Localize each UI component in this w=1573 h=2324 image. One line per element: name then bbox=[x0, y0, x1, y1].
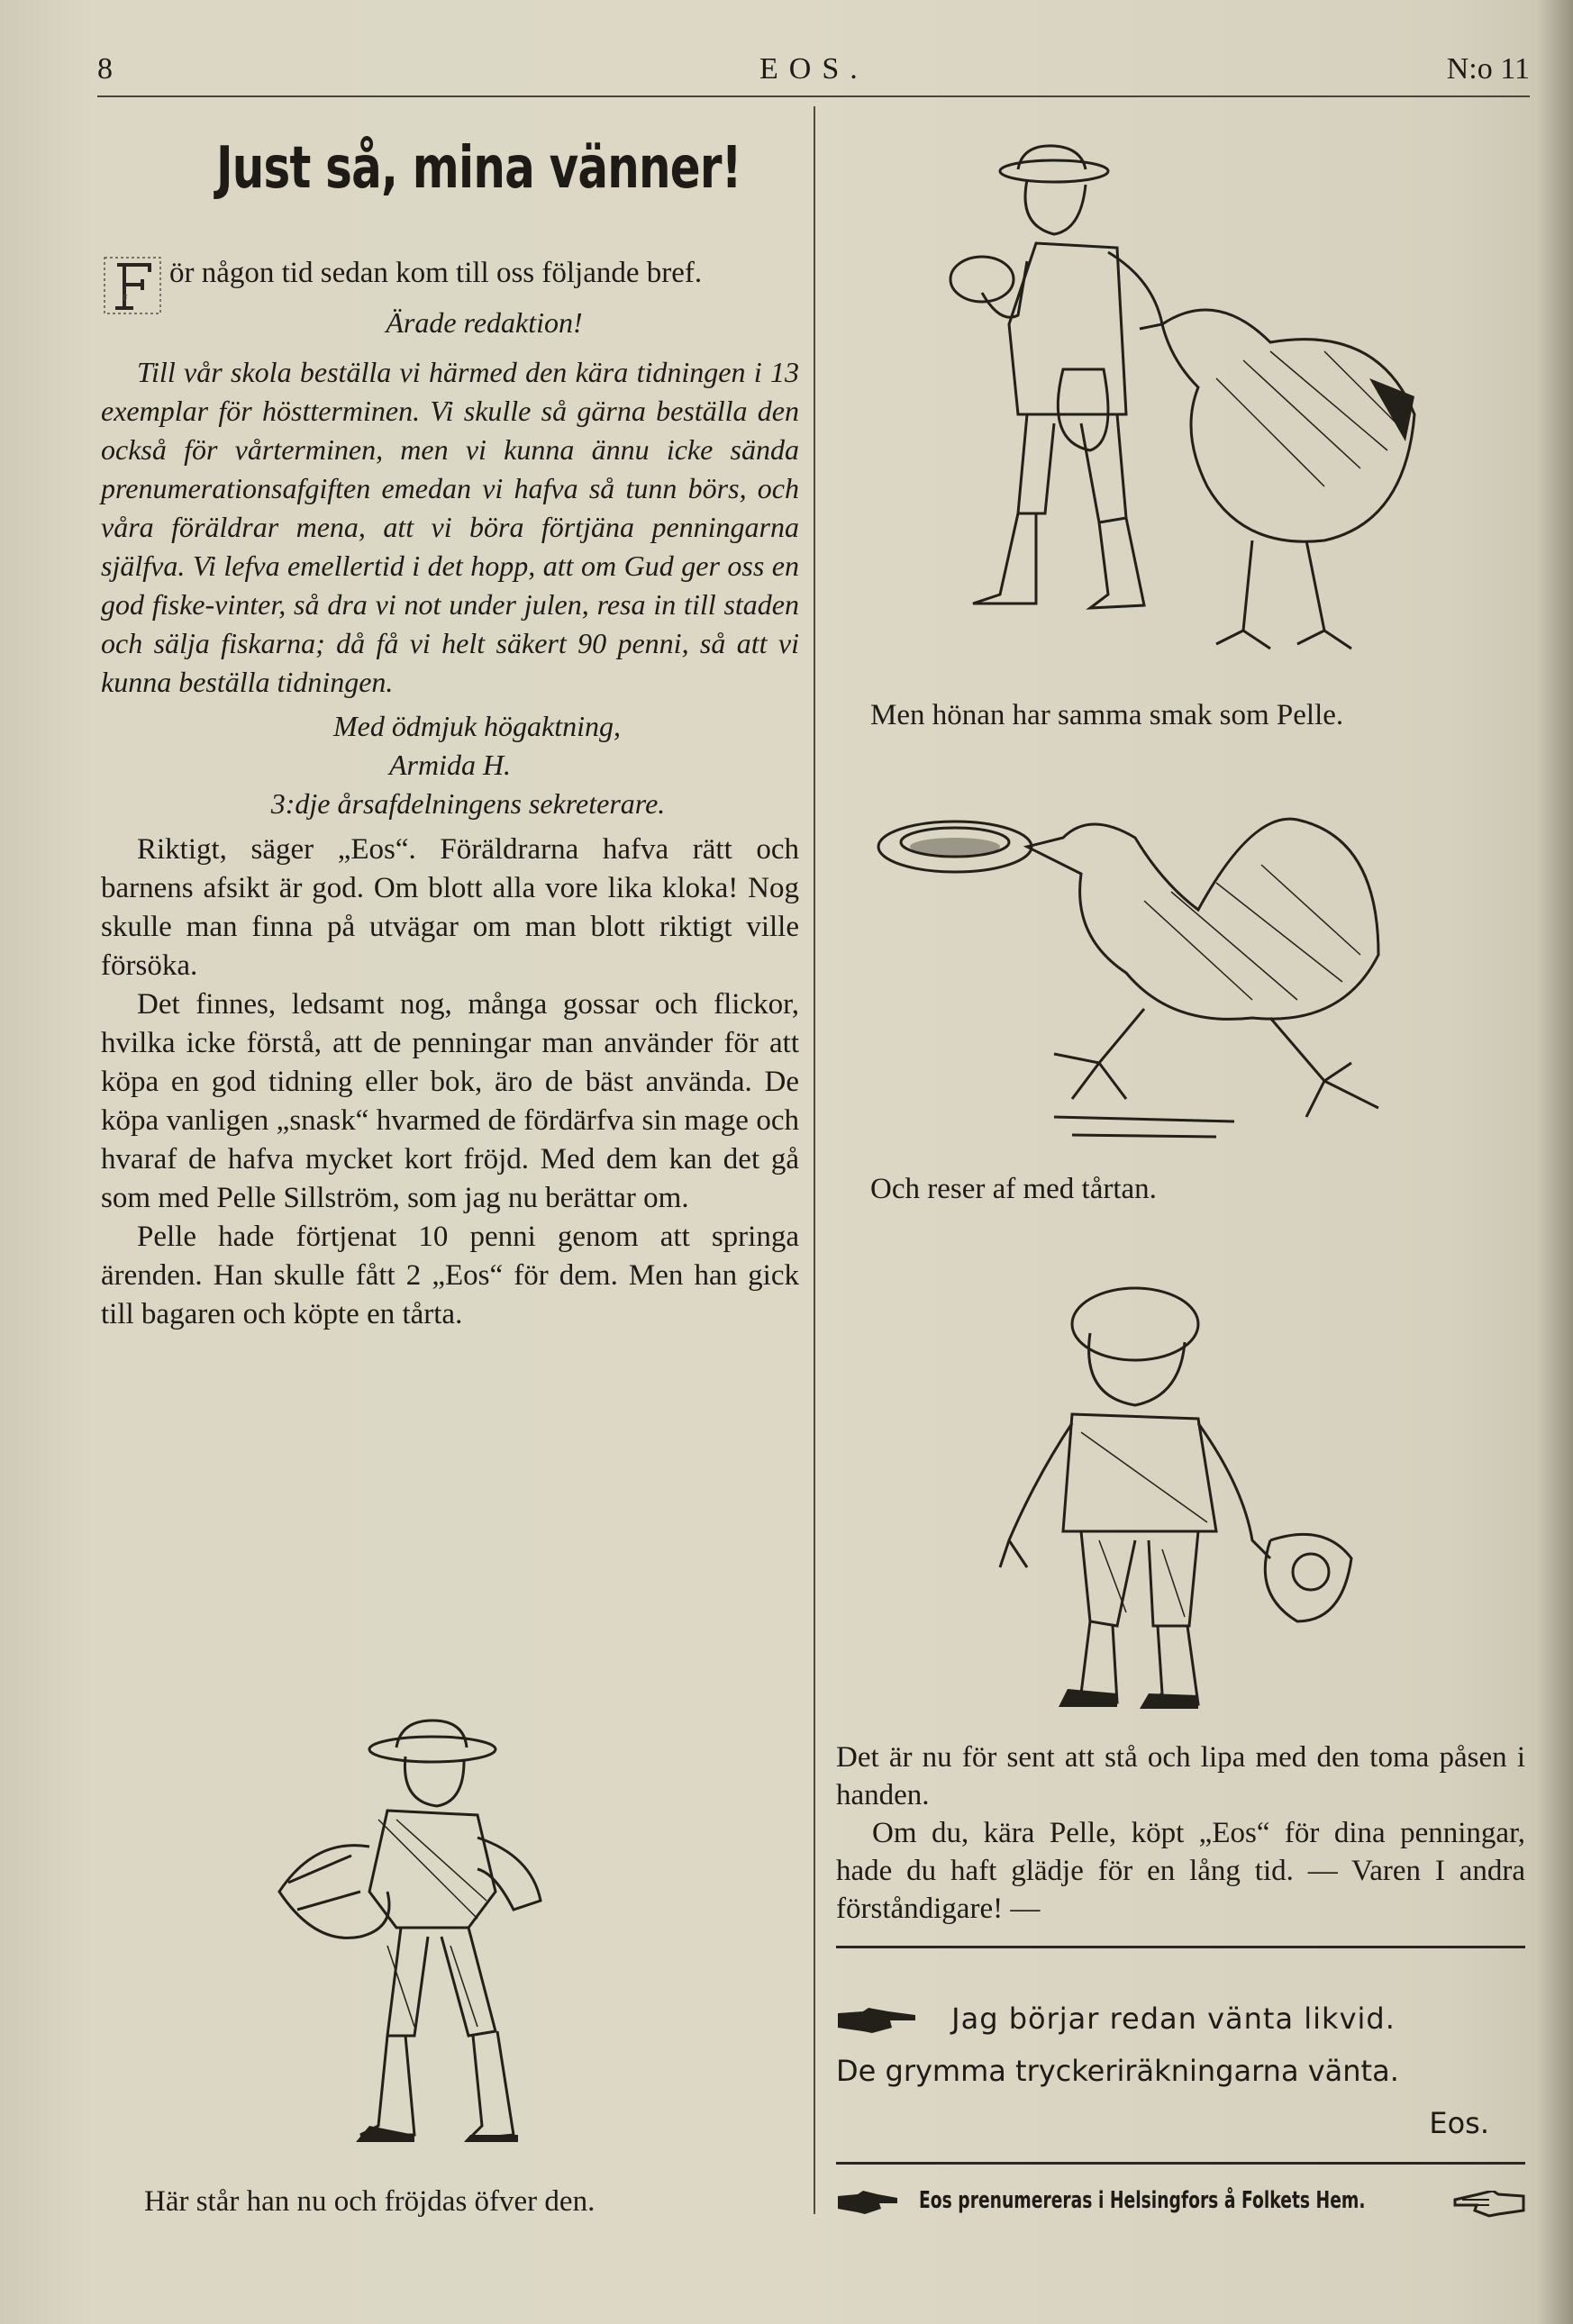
article-paragraph: Pelle hade förtjenat 10 penni genom att springa ärenden. Han skulle fått 2 „Eos“ för dem. Men han gick till bagaren och köpte en tårta. bbox=[101, 1221, 799, 1330]
pointing-hand-icon bbox=[836, 2191, 899, 2218]
caption-boy-reading: Här står han nu och fröjdas öfver den. bbox=[144, 2185, 596, 2218]
caption-boy-crying: Det är nu för sent att stå och lipa med den toma påsen i handen. bbox=[836, 1741, 1525, 1811]
letter-signature-role: 3:dje årsafdelningens sekreterare. bbox=[270, 787, 666, 820]
left-column bbox=[101, 135, 799, 1334]
caption-hen-eats: Men hönan har samma smak som Pelle. bbox=[870, 699, 1344, 731]
page-header bbox=[97, 52, 1530, 99]
notice-line-2: De grymma tryckeriräkningarna vänta. bbox=[836, 2054, 1399, 2088]
letter-body: Till vår skola beställa vi härmed den kära tidningen i 13 exemplar för höstterminen. Vi skulle så gärna beställa den också för vårterminen, men vi kunna ännu icke sända prenumerationsafgiften emedan vi hafva så tunn börs, och våra föräldrar mena, att vi böra förtjäna penningarna själfva. Vi lefva emellertid i det hopp, att om Gud ger oss en god fiske-vinter, så dra vi not under julen, resa in till staden och sälja fiskarna; då få vi helt säkert 90 penni, så att vi kunna beställa tidningen. bbox=[101, 356, 799, 698]
article-body bbox=[101, 831, 799, 1334]
page-number: 8 bbox=[97, 52, 113, 86]
letter-closing: Med ödmjuk högaktning, bbox=[332, 710, 622, 742]
letter-salutation: Ärade redaktion! bbox=[386, 306, 583, 339]
footer-rule bbox=[836, 2162, 1525, 2165]
dropcap-letter: F bbox=[123, 294, 128, 304]
moral-paragraph: Om du, kära Pelle, köpt „Eos“ för dina penningar, hade du haft glädje för en lång tid. — Varen I andra förståndigare! — bbox=[836, 1817, 1525, 1925]
letter-signature-name: Armida H. bbox=[388, 749, 512, 781]
notice-signature: Eos. bbox=[1429, 2106, 1489, 2140]
hen-running-illustration bbox=[874, 793, 1487, 1153]
headline: Just så, mina vänner! bbox=[216, 135, 741, 202]
decorative-fist-icon bbox=[1453, 2191, 1525, 2218]
dropcap-ornament-icon bbox=[101, 254, 164, 317]
pointing-hand-icon bbox=[836, 2006, 917, 2035]
intro-paragraph bbox=[101, 254, 799, 304]
article-paragraph: Det finnes, ledsamt nog, många gossar och flickor, hvilka icke förstå, att de penningar man använder för att köpa en god tidning eller bok, äro de bäst använda. De köpa vanligen „snask“ hvarmed de fördärfva sin mage och hvaraf de hafva mycket kort fröjd. Med dem kan det gå som med Pelle Sillström, som jag nu berättar om. bbox=[101, 988, 799, 1214]
page-edge-shadow bbox=[1537, 0, 1573, 2324]
boy-crying-illustration bbox=[982, 1270, 1396, 1720]
payment-notice bbox=[836, 1993, 1525, 2149]
column-divider bbox=[814, 106, 815, 2214]
footer-text: Eos prenumereras i Helsingfors å Folkets Hem. bbox=[919, 2187, 1366, 2214]
article-paragraph: Riktigt, säger „Eos“. Föräldrarna hafva rätt och barnens afsikt är god. Om blott alla vore lika kloka! Nog skulle man finna på utvägar om man blott riktigt ville försöka. bbox=[101, 833, 799, 982]
publication-title: EOS. bbox=[759, 52, 868, 86]
section-rule bbox=[836, 1946, 1525, 1948]
header-rule bbox=[97, 95, 1530, 97]
subscription-footer bbox=[836, 2187, 1525, 2232]
right-column-conclusion bbox=[836, 1738, 1525, 1928]
caption-hen-runs: Och reser af med tårtan. bbox=[870, 1173, 1157, 1205]
intro-text: ör någon tid sedan kom till oss följande bref. bbox=[169, 257, 703, 289]
issue-number: N:o 11 bbox=[1446, 52, 1530, 86]
boy-with-cake-illustration bbox=[261, 1711, 604, 2162]
boy-and-hen-illustration bbox=[946, 144, 1450, 667]
notice-line-1: Jag börjar redan vänta likvid. bbox=[951, 2002, 1396, 2036]
